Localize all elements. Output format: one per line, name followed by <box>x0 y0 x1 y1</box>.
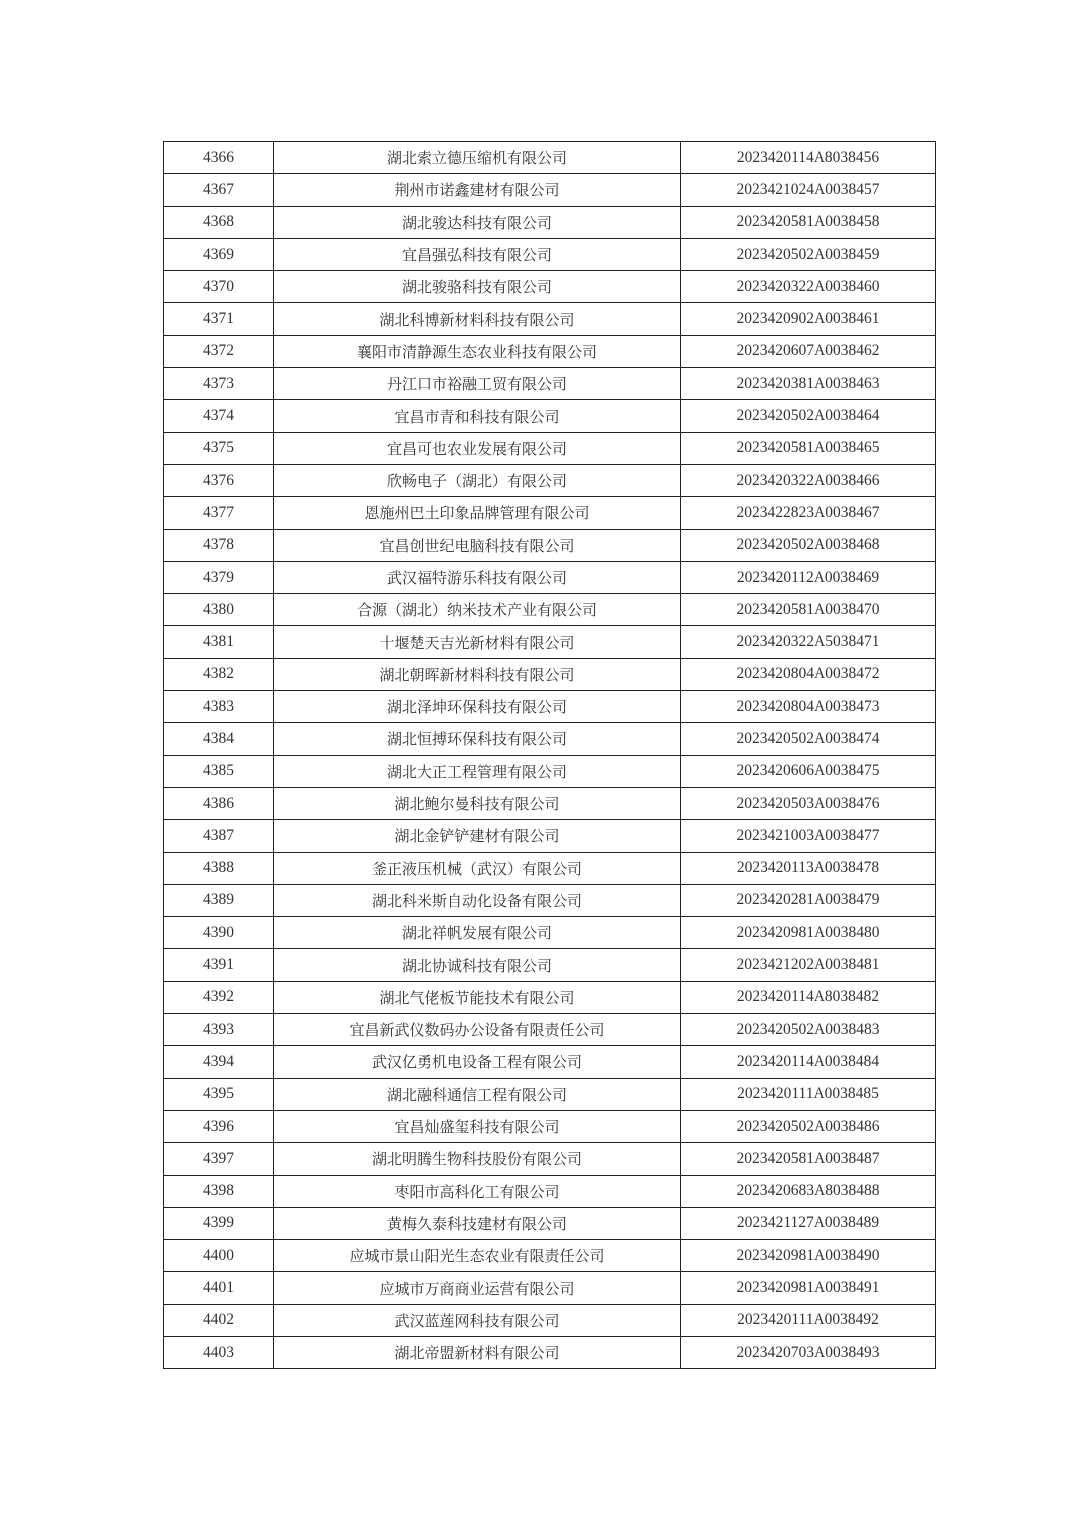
table-row <box>164 820 936 852</box>
table-row <box>164 884 936 916</box>
table-row <box>164 1078 936 1110</box>
row-number: 4377 <box>164 497 274 529</box>
company-name: 宜昌创世纪电脑科技有限公司 <box>274 529 681 561</box>
company-name: 湖北大正工程管理有限公司 <box>274 755 681 787</box>
table-row <box>164 142 936 174</box>
company-name: 湖北泽坤环保科技有限公司 <box>274 691 681 723</box>
table-row <box>164 755 936 787</box>
table-body <box>164 142 936 1369</box>
company-name: 釜正液压机械（武汉）有限公司 <box>274 852 681 884</box>
company-name: 宜昌强弘科技有限公司 <box>274 238 681 270</box>
row-number: 4389 <box>164 884 274 916</box>
company-name: 湖北祥帆发展有限公司 <box>274 917 681 949</box>
registration-code: 2023421202A0038481 <box>681 949 936 981</box>
row-number: 4390 <box>164 917 274 949</box>
row-number: 4379 <box>164 561 274 593</box>
row-number: 4367 <box>164 174 274 206</box>
company-name: 湖北恒搏环保科技有限公司 <box>274 723 681 755</box>
table-row <box>164 691 936 723</box>
company-name: 黄梅久泰科技建材有限公司 <box>274 1207 681 1239</box>
row-number: 4393 <box>164 1014 274 1046</box>
company-name: 湖北鲍尔曼科技有限公司 <box>274 787 681 819</box>
registration-code: 2023420502A0038459 <box>681 238 936 270</box>
registration-code: 2023420902A0038461 <box>681 303 936 335</box>
company-name: 应城市景山阳光生态农业有限责任公司 <box>274 1240 681 1272</box>
table-row <box>164 658 936 690</box>
company-name: 宜昌可也农业发展有限公司 <box>274 432 681 464</box>
company-name: 湖北融科通信工程有限公司 <box>274 1078 681 1110</box>
row-number: 4401 <box>164 1272 274 1304</box>
table-row <box>164 787 936 819</box>
row-number: 4374 <box>164 400 274 432</box>
table-row <box>164 432 936 464</box>
table-row <box>164 400 936 432</box>
table-row <box>164 949 936 981</box>
registration-code: 2023422823A0038467 <box>681 497 936 529</box>
company-name: 合源（湖北）纳米技术产业有限公司 <box>274 594 681 626</box>
row-number: 4378 <box>164 529 274 561</box>
table-row <box>164 981 936 1013</box>
registration-code: 2023420703A0038493 <box>681 1336 936 1368</box>
registration-code: 2023420322A0038466 <box>681 464 936 496</box>
registration-code: 2023420581A0038487 <box>681 1143 936 1175</box>
table-row <box>164 626 936 658</box>
table-row <box>164 497 936 529</box>
registration-code: 2023420281A0038479 <box>681 884 936 916</box>
row-number: 4394 <box>164 1046 274 1078</box>
table-row <box>164 271 936 303</box>
row-number: 4380 <box>164 594 274 626</box>
registration-code: 2023420322A5038471 <box>681 626 936 658</box>
registration-code: 2023421003A0038477 <box>681 820 936 852</box>
registration-code: 2023421024A0038457 <box>681 174 936 206</box>
registration-code: 2023420111A0038485 <box>681 1078 936 1110</box>
registration-code: 2023420981A0038490 <box>681 1240 936 1272</box>
company-name: 欣畅电子（湖北）有限公司 <box>274 464 681 496</box>
table-row <box>164 852 936 884</box>
table-row <box>164 529 936 561</box>
row-number: 4376 <box>164 464 274 496</box>
table-row <box>164 1110 936 1142</box>
row-number: 4372 <box>164 335 274 367</box>
table-row <box>164 464 936 496</box>
registration-code: 2023420502A0038486 <box>681 1110 936 1142</box>
company-name: 湖北帝盟新材料有限公司 <box>274 1336 681 1368</box>
company-name: 武汉蓝莲网科技有限公司 <box>274 1304 681 1336</box>
company-name: 湖北科米斯自动化设备有限公司 <box>274 884 681 916</box>
table-row <box>164 174 936 206</box>
table-row <box>164 238 936 270</box>
company-name: 湖北协诚科技有限公司 <box>274 949 681 981</box>
table-row <box>164 335 936 367</box>
row-number: 4385 <box>164 755 274 787</box>
table-row <box>164 723 936 755</box>
table-row <box>164 1207 936 1239</box>
company-name: 宜昌新武仪数码办公设备有限责任公司 <box>274 1014 681 1046</box>
table-row <box>164 917 936 949</box>
registration-code: 2023420502A0038474 <box>681 723 936 755</box>
company-name: 湖北索立德压缩机有限公司 <box>274 142 681 174</box>
row-number: 4382 <box>164 658 274 690</box>
company-name: 湖北气佬板节能技术有限公司 <box>274 981 681 1013</box>
registration-code: 2023420581A0038470 <box>681 594 936 626</box>
company-name: 十堰楚天吉光新材料有限公司 <box>274 626 681 658</box>
table-row <box>164 1175 936 1207</box>
company-name: 宜昌市青和科技有限公司 <box>274 400 681 432</box>
row-number: 4366 <box>164 142 274 174</box>
table-row <box>164 1272 936 1304</box>
registration-code: 2023420111A0038492 <box>681 1304 936 1336</box>
registration-code: 2023420381A0038463 <box>681 368 936 400</box>
company-name: 枣阳市高科化工有限公司 <box>274 1175 681 1207</box>
row-number: 4400 <box>164 1240 274 1272</box>
registration-code: 2023420113A0038478 <box>681 852 936 884</box>
table-row <box>164 561 936 593</box>
row-number: 4370 <box>164 271 274 303</box>
table-row <box>164 1014 936 1046</box>
row-number: 4381 <box>164 626 274 658</box>
table-row <box>164 1046 936 1078</box>
registration-code: 2023420502A0038464 <box>681 400 936 432</box>
row-number: 4398 <box>164 1175 274 1207</box>
row-number: 4396 <box>164 1110 274 1142</box>
row-number: 4392 <box>164 981 274 1013</box>
company-name: 湖北朝晖新材料科技有限公司 <box>274 658 681 690</box>
company-name: 武汉福特游乐科技有限公司 <box>274 561 681 593</box>
registration-code: 2023420981A0038480 <box>681 917 936 949</box>
table-row <box>164 1240 936 1272</box>
registration-code: 2023420606A0038475 <box>681 755 936 787</box>
row-number: 4368 <box>164 206 274 238</box>
registration-code: 2023420112A0038469 <box>681 561 936 593</box>
registration-code: 2023420114A8038482 <box>681 981 936 1013</box>
registration-code: 2023420502A0038468 <box>681 529 936 561</box>
registration-code: 2023420581A0038465 <box>681 432 936 464</box>
table-row <box>164 1143 936 1175</box>
row-number: 4375 <box>164 432 274 464</box>
row-number: 4387 <box>164 820 274 852</box>
table-row <box>164 303 936 335</box>
registration-code: 2023420114A8038456 <box>681 142 936 174</box>
registration-code: 2023421127A0038489 <box>681 1207 936 1239</box>
company-name: 荆州市诺鑫建材有限公司 <box>274 174 681 206</box>
row-number: 4402 <box>164 1304 274 1336</box>
table-row <box>164 594 936 626</box>
table-row <box>164 1336 936 1368</box>
registration-code: 2023420114A0038484 <box>681 1046 936 1078</box>
row-number: 4388 <box>164 852 274 884</box>
company-name: 襄阳市清静源生态农业科技有限公司 <box>274 335 681 367</box>
row-number: 4373 <box>164 368 274 400</box>
row-number: 4386 <box>164 787 274 819</box>
row-number: 4403 <box>164 1336 274 1368</box>
registration-code: 2023420503A0038476 <box>681 787 936 819</box>
table-row <box>164 206 936 238</box>
row-number: 4369 <box>164 238 274 270</box>
row-number: 4371 <box>164 303 274 335</box>
company-name: 湖北骏骆科技有限公司 <box>274 271 681 303</box>
company-name: 宜昌灿盛玺科技有限公司 <box>274 1110 681 1142</box>
row-number: 4383 <box>164 691 274 723</box>
registration-code: 2023420981A0038491 <box>681 1272 936 1304</box>
table-row <box>164 368 936 400</box>
row-number: 4397 <box>164 1143 274 1175</box>
row-number: 4391 <box>164 949 274 981</box>
company-name: 湖北科博新材料科技有限公司 <box>274 303 681 335</box>
company-name: 湖北明腾生物科技股份有限公司 <box>274 1143 681 1175</box>
registration-code: 2023420683A8038488 <box>681 1175 936 1207</box>
row-number: 4384 <box>164 723 274 755</box>
company-name: 丹江口市裕融工贸有限公司 <box>274 368 681 400</box>
row-number: 4399 <box>164 1207 274 1239</box>
company-name: 武汉亿勇机电设备工程有限公司 <box>274 1046 681 1078</box>
registration-code: 2023420581A0038458 <box>681 206 936 238</box>
company-name: 湖北骏达科技有限公司 <box>274 206 681 238</box>
row-number: 4395 <box>164 1078 274 1110</box>
company-name: 应城市万商商业运营有限公司 <box>274 1272 681 1304</box>
registration-code: 2023420502A0038483 <box>681 1014 936 1046</box>
company-name: 恩施州巴土印象品牌管理有限公司 <box>274 497 681 529</box>
registration-code: 2023420322A0038460 <box>681 271 936 303</box>
table-row <box>164 1304 936 1336</box>
registration-code: 2023420607A0038462 <box>681 335 936 367</box>
registration-code: 2023420804A0038472 <box>681 658 936 690</box>
company-registry-table <box>163 141 936 1369</box>
company-name: 湖北金铲铲建材有限公司 <box>274 820 681 852</box>
registration-code: 2023420804A0038473 <box>681 691 936 723</box>
